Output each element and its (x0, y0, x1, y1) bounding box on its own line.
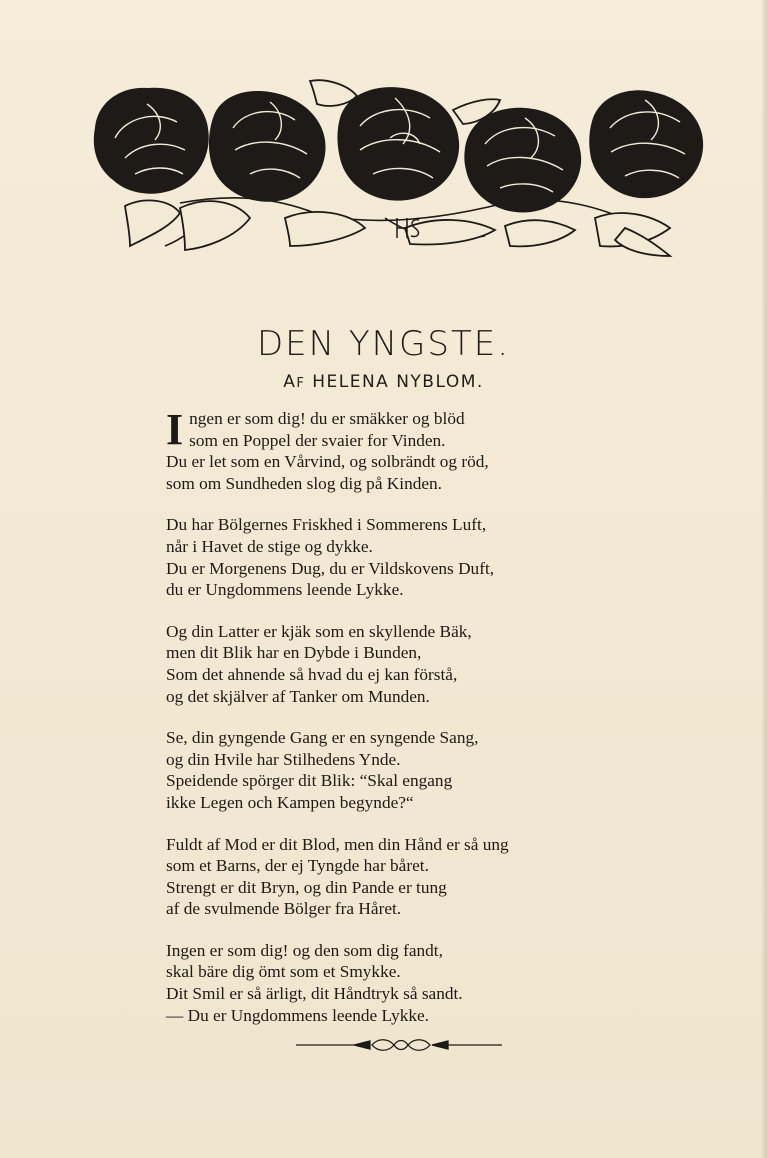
stanza-5 (166, 834, 626, 920)
poem-line: Fuldt af Mod er dit Blod, men din Hånd er så ung (166, 834, 509, 854)
poem-line: Ingen er som dig! og den som dig fandt, (166, 940, 443, 960)
poem-line: Strengt er dit Bryn, og din Pande er tung (166, 877, 447, 897)
poem-line: Du er let som en Vårvind, og solbrändt og röd, (166, 452, 489, 472)
poem-line: og det skjälver af Tanker om Munden. (166, 686, 430, 706)
poem-line: Se, din gyngende Gang er en syngende Sang, (166, 728, 479, 748)
author-line (0, 372, 767, 392)
poem-line: ngen er som dig! du er smäkker og blöd (189, 409, 465, 428)
poem-line: Du har Bölgernes Friskhed i Sommerens Luft, (166, 515, 487, 535)
stanza-3 (166, 621, 626, 707)
poem-line: som en Poppel der svaier for Vinden. (189, 430, 446, 450)
poem-line: når i Havet de stige og dykke. (166, 536, 373, 556)
poem-line: som om Sundheden slog dig på Kinden. (166, 473, 443, 493)
poem-line: skal bäre dig ömt som et Smykke. (166, 962, 401, 982)
stanza-4 (166, 727, 626, 813)
poem-line: Dit Smil er så ärligt, dit Håndtryk så sandt. (166, 984, 463, 1004)
drop-cap: I (166, 405, 184, 454)
poem-line: som et Barns, der ej Tyngde har båret. (166, 856, 429, 876)
poem-line: Speidende spörger dit Blik: “Skal engang (166, 771, 453, 791)
poem-body (166, 405, 626, 1046)
poem-line: Du er Morgenens Dug, du er Vildskovens Duft, (166, 558, 495, 578)
stanza-1 (166, 405, 626, 494)
poem-line: — Du er Ungdommens leende Lykke. (166, 1005, 429, 1025)
stanza-6 (166, 940, 626, 1026)
poem-line: af de svulmende Bölger fra Håret. (166, 899, 402, 919)
page-edge-shadow (761, 0, 767, 1158)
stanza-2 (166, 514, 626, 600)
rose-garland-illustration (85, 78, 710, 263)
author-name: HELENA NYBLOM. (312, 372, 484, 392)
poem-line: du er Ungdommens leende Lykke. (166, 580, 404, 600)
poem-line: Som det ahnende så hvad du ej kan förstå, (166, 664, 458, 684)
author-prefix-rest: F (296, 376, 306, 391)
poem-line: Og din Latter er kjäk som en skyllende Bäk, (166, 621, 472, 641)
poem-line: men dit Blik har en Dybde i Bunden, (166, 643, 422, 663)
end-ornament-divider (296, 1035, 502, 1055)
poem-title: DEN YNGSTE. (256, 324, 511, 364)
poem-line: og din Hvile har Stilhedens Ynde. (166, 749, 401, 769)
poem-line: ikke Legen och Kampen begynde?“ (166, 792, 414, 812)
author-prefix-cap: A (283, 372, 297, 392)
